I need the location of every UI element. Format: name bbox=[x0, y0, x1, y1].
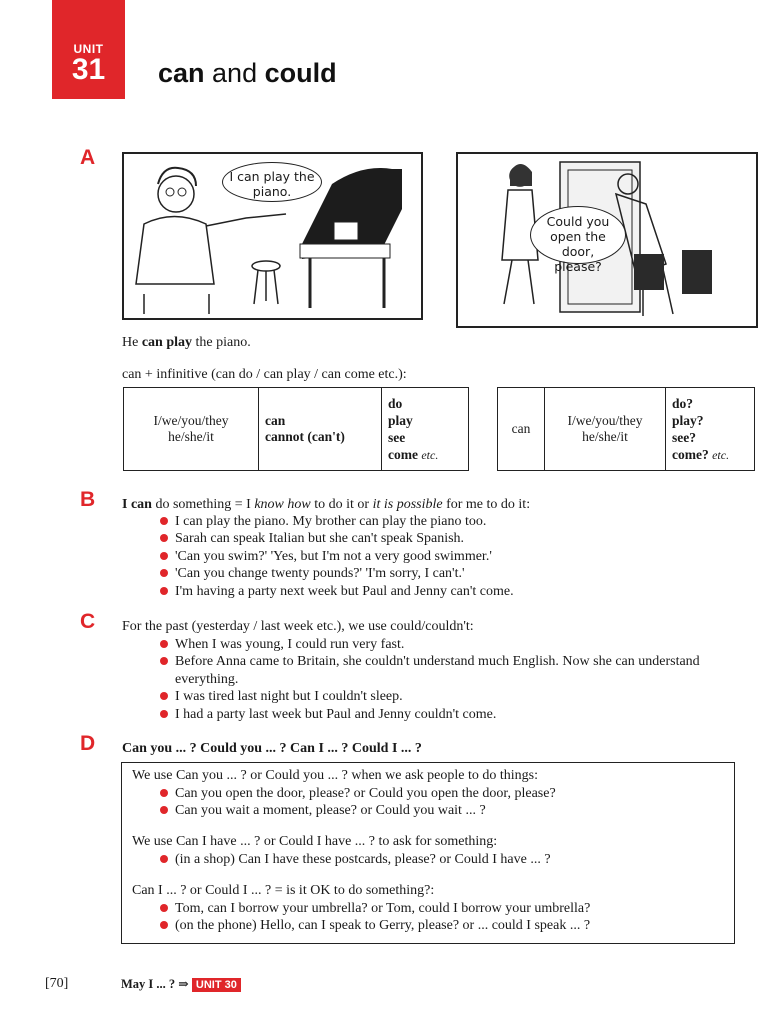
d-list-2 bbox=[160, 851, 720, 868]
section-d-label: D bbox=[80, 732, 96, 755]
speech-bubble-piano: I can play the piano. bbox=[222, 162, 322, 202]
list-item: I'm having a party next week but Paul and Jenny can't come. bbox=[160, 583, 750, 600]
list-item: (on the phone) Hello, can I speak to Gerry, please? or ... could I speak ... ? bbox=[160, 917, 726, 934]
verbs-cell: do play see come etc. bbox=[382, 388, 469, 471]
heading-d: Can you ... ? Could you ... ? Can I ... ? Could I ... ? bbox=[122, 741, 422, 756]
intro-c: For the past (yesterday / last week etc.), we use could/couldn't: bbox=[122, 619, 474, 634]
box-d bbox=[121, 762, 735, 944]
section-c-label: C bbox=[80, 610, 96, 633]
list-item: 'Can you change twenty pounds?' 'I'm sorry, I can't.' bbox=[160, 565, 750, 582]
list-item: Can you open the door, please? or Could you open the door, please? bbox=[160, 785, 720, 802]
unit-label: UNIT bbox=[73, 42, 104, 56]
illustration-piano bbox=[122, 152, 423, 320]
list-item: I had a party last week but Paul and Jenny couldn't come. bbox=[160, 706, 756, 723]
table-affirmative bbox=[123, 387, 469, 471]
list-item: Tom, can I borrow your umbrella? or Tom, could I borrow your umbrella? bbox=[160, 900, 726, 917]
cross-reference: May I ... ? ⇒ UNIT 30 bbox=[121, 976, 241, 992]
question-verbs-cell: do? play? see? come? etc. bbox=[666, 388, 755, 471]
table-question bbox=[497, 387, 755, 471]
question-modal-cell: can bbox=[498, 388, 545, 471]
section-a-label: A bbox=[80, 146, 96, 169]
d-paragraph-2: We use Can I have ... ? or Could I have ... ? to ask for something: bbox=[132, 834, 498, 849]
page-title: can and could bbox=[158, 58, 337, 88]
list-item: (in a shop) Can I have these postcards, please? or Could I have ... ? bbox=[160, 851, 720, 868]
subjects-cell: I/we/you/they he/she/it bbox=[124, 388, 259, 471]
list-item: When I was young, I could run very fast. bbox=[160, 636, 756, 653]
unit-number: 31 bbox=[71, 53, 106, 86]
speech-bubble-door: Could you open the door, please? bbox=[530, 206, 626, 264]
formula-a: can + infinitive (can do / can play / can come etc.): bbox=[122, 367, 407, 382]
d-list-1 bbox=[160, 785, 720, 820]
question-subjects-cell: I/we/you/they he/she/it bbox=[545, 388, 666, 471]
d-paragraph-3: Can I ... ? or Could I ... ? = is it OK to do something?: bbox=[132, 883, 435, 898]
illustration-door bbox=[456, 152, 758, 328]
list-item: 'Can you swim?' 'Yes, but I'm not a very good swimmer.' bbox=[160, 548, 750, 565]
page-number: [70] bbox=[45, 976, 69, 991]
list-item: Can you wait a moment, please? or Could you wait ... ? bbox=[160, 802, 720, 819]
list-item: I was tired last night but I couldn't sleep. bbox=[160, 688, 756, 705]
d-list-3 bbox=[160, 900, 726, 935]
list-item: I can play the piano. My brother can play the piano too. bbox=[160, 513, 750, 530]
cross-reference-unit[interactable]: UNIT 30 bbox=[192, 978, 241, 992]
list-c bbox=[160, 636, 756, 723]
modal-cell: can cannot (can't) bbox=[259, 388, 382, 471]
d-paragraph-1: We use Can you ... ? or Could you ... ? when we ask people to do things: bbox=[132, 768, 538, 783]
list-item: Sarah can speak Italian but she can't speak Spanish. bbox=[160, 530, 750, 547]
list-b bbox=[160, 513, 750, 600]
intro-b: I can do something = I know how to do it or it is possible for me to do it: bbox=[122, 497, 531, 512]
caption-a: He can play the piano. bbox=[122, 335, 251, 350]
unit-badge bbox=[52, 0, 125, 99]
section-b-label: B bbox=[80, 488, 96, 511]
list-item: Before Anna came to Britain, she couldn't understand much English. Now she can understand everything. bbox=[160, 653, 756, 688]
